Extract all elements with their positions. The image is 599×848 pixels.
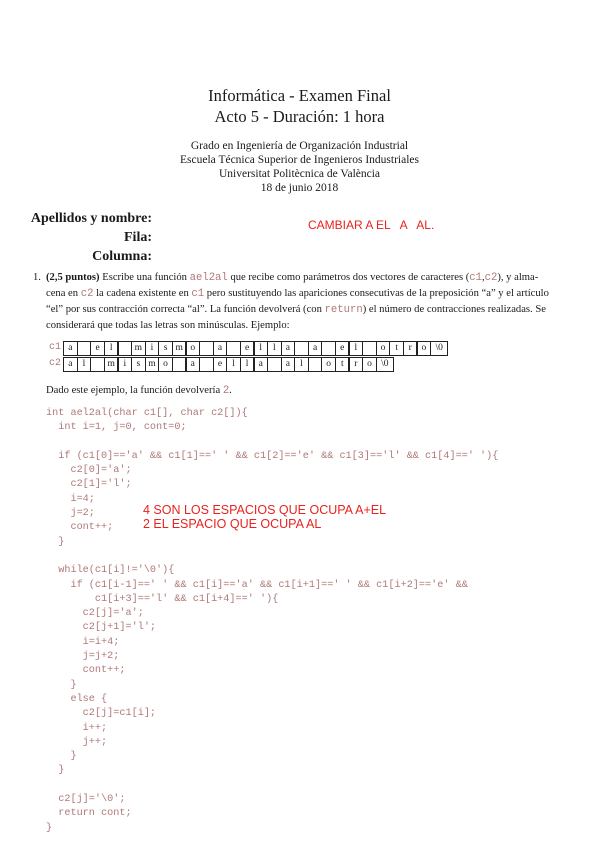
code-line: c2[j]='a'; xyxy=(46,608,144,620)
code-line: i=i+4; xyxy=(46,636,120,648)
c2-cell: \0 xyxy=(376,357,394,372)
exam-date: 18 de junio 2018 xyxy=(260,182,339,194)
code-line: int i=1, j=0, cont=0; xyxy=(46,422,187,434)
c2-cell: e xyxy=(213,357,227,372)
code-line: while(c1[i]!='\0'){ xyxy=(46,565,175,577)
code-line: j=j+2; xyxy=(46,651,120,663)
c1-cell: s xyxy=(158,341,172,356)
code-line: c1[i+3]=='l' && c1[i+4]==' '){ xyxy=(46,593,279,605)
c2-cell: s xyxy=(131,357,145,372)
c2-cell xyxy=(267,357,281,372)
c2-cell: l xyxy=(77,357,91,372)
c2-cell: a xyxy=(281,357,295,372)
c2-cell: o xyxy=(321,357,335,372)
c2-cell: r xyxy=(349,357,363,372)
c2-cell xyxy=(199,357,213,372)
exam-title: Informática - Examen Final xyxy=(208,86,391,105)
c2-cell: l xyxy=(240,357,254,372)
question-statement: (2,5 puntos) Escribe una función ael2al que recibe como parámetros dos vectores de caracteres (c1,c2), y alma- cena en c2 la cadena existente en c1 pero sustituyendo las apariciones consecutivas de la preposición “a” y el artículo “el” por sus contracción correcta “al”. La función devolverá (con return) el número de contracciones realizadas. Se considerará que todas las letras son minúsculas. Ejemplo: xyxy=(46,272,549,331)
result-value: 2 xyxy=(222,385,230,397)
code-line: if (c1[0]=='a' && c1[1]==' ' && c1[2]=='e' && c1[3]=='l' && c1[4]==' '){ xyxy=(46,450,499,462)
c1-cell: a xyxy=(308,341,322,356)
code-line: cont++; xyxy=(46,522,114,534)
example-result: Dado este ejemplo, la función devolvería 2. xyxy=(46,385,232,397)
note-line-2: 2 EL ESPACIO QUE OCUPA AL xyxy=(143,517,322,531)
code-line: j++; xyxy=(46,736,108,748)
c1-cell xyxy=(118,341,132,356)
c2-cell: m xyxy=(145,357,159,372)
code-listing xyxy=(46,407,498,836)
code-line: int ael2al(char c1[], char c2[]){ xyxy=(46,408,248,419)
c2-cell xyxy=(172,357,186,372)
c1-cell: l xyxy=(104,341,118,356)
c1-cell xyxy=(321,341,335,356)
c1-cell xyxy=(362,341,376,356)
university-name: Universitat Politècnica de València xyxy=(218,168,381,180)
code-line: } xyxy=(46,751,77,763)
row-label: Fila: xyxy=(124,230,152,245)
c2-cell xyxy=(308,357,322,372)
c1-cell: \0 xyxy=(430,341,448,356)
school-name: Escuela Técnica Superior de Ingenieros Industriales xyxy=(180,154,419,166)
c1-cell: l xyxy=(267,341,281,356)
code-line: } xyxy=(46,536,65,548)
c1-cell: a xyxy=(281,341,295,356)
code-line xyxy=(46,436,498,450)
c1-cell xyxy=(226,341,240,356)
code-line: if (c1[i-1]==' ' && c1[i]=='a' && c1[i+1]==' ' && c1[i+2]=='e' && xyxy=(46,579,468,591)
c1-cell: e xyxy=(335,341,349,356)
array-c2-label: c2 xyxy=(49,358,62,369)
exam-subtitle: Acto 5 - Duración: 1 hora xyxy=(214,107,385,126)
question-number: 1. xyxy=(33,272,41,283)
code-line: c2[0]='a'; xyxy=(46,465,132,477)
c2-cell: a xyxy=(63,357,77,372)
code-line: j=2; xyxy=(46,508,95,520)
array-c1 xyxy=(64,341,448,356)
c1-cell: t xyxy=(389,341,403,356)
c1-cell: o xyxy=(186,341,200,356)
handwritten-note-top: CAMBIAR A EL A AL. xyxy=(308,218,435,232)
code-line: i++; xyxy=(46,722,108,734)
code-line: c2[j]=c1[i]; xyxy=(46,708,157,720)
code-line: } xyxy=(46,822,53,834)
code-line: return cont; xyxy=(46,808,132,820)
code-line xyxy=(46,550,498,564)
c1-cell: a xyxy=(213,341,227,356)
c1-cell: o xyxy=(376,341,390,356)
c1-cell xyxy=(294,341,308,356)
function-name: ael2al xyxy=(189,272,228,284)
code-line: c2[1]='l'; xyxy=(46,479,132,491)
c2-cell: t xyxy=(335,357,349,372)
c1-cell: e xyxy=(240,341,254,356)
c1-cell: m xyxy=(131,341,145,356)
c2-cell: m xyxy=(104,357,118,372)
note-line-1: 4 SON LOS ESPACIOS QUE OCUPA A+EL xyxy=(143,503,387,517)
c2-cell: l xyxy=(294,357,308,372)
c1-cell xyxy=(77,341,91,356)
c2-cell: o xyxy=(158,357,172,372)
name-label: Apellidos y nombre: xyxy=(30,211,152,226)
c1-cell: a xyxy=(63,341,77,356)
c1-cell: m xyxy=(172,341,186,356)
code-line: else { xyxy=(46,693,108,705)
c2-cell: o xyxy=(362,357,376,372)
c1-cell: l xyxy=(254,341,268,356)
c1-cell: l xyxy=(349,341,363,356)
c1-cell: r xyxy=(403,341,417,356)
code-line: c2[j+1]='l'; xyxy=(46,622,157,634)
c2-cell: a xyxy=(254,357,268,372)
degree-name: Grado en Ingeniería de Organización Industrial xyxy=(190,140,409,152)
code-line: } xyxy=(46,679,77,691)
question-points: (2,5 puntos) xyxy=(46,272,100,283)
code-line xyxy=(46,779,498,793)
c1-cell: e xyxy=(90,341,104,356)
c1-cell: i xyxy=(145,341,159,356)
code-line: } xyxy=(46,765,65,777)
c2-cell: l xyxy=(226,357,240,372)
c1-cell: o xyxy=(417,341,431,356)
c2-cell: a xyxy=(186,357,200,372)
c2-cell xyxy=(90,357,104,372)
code-line: cont++; xyxy=(46,665,126,677)
code-line: c2[j]='\0'; xyxy=(46,794,126,806)
code-line: i=4; xyxy=(46,493,95,505)
column-label: Columna: xyxy=(92,249,152,264)
c2-cell: i xyxy=(118,357,132,372)
array-c2 xyxy=(64,357,394,372)
c1-cell xyxy=(199,341,213,356)
handwritten-note-code xyxy=(143,503,386,531)
array-c1-label: c1 xyxy=(49,342,62,353)
